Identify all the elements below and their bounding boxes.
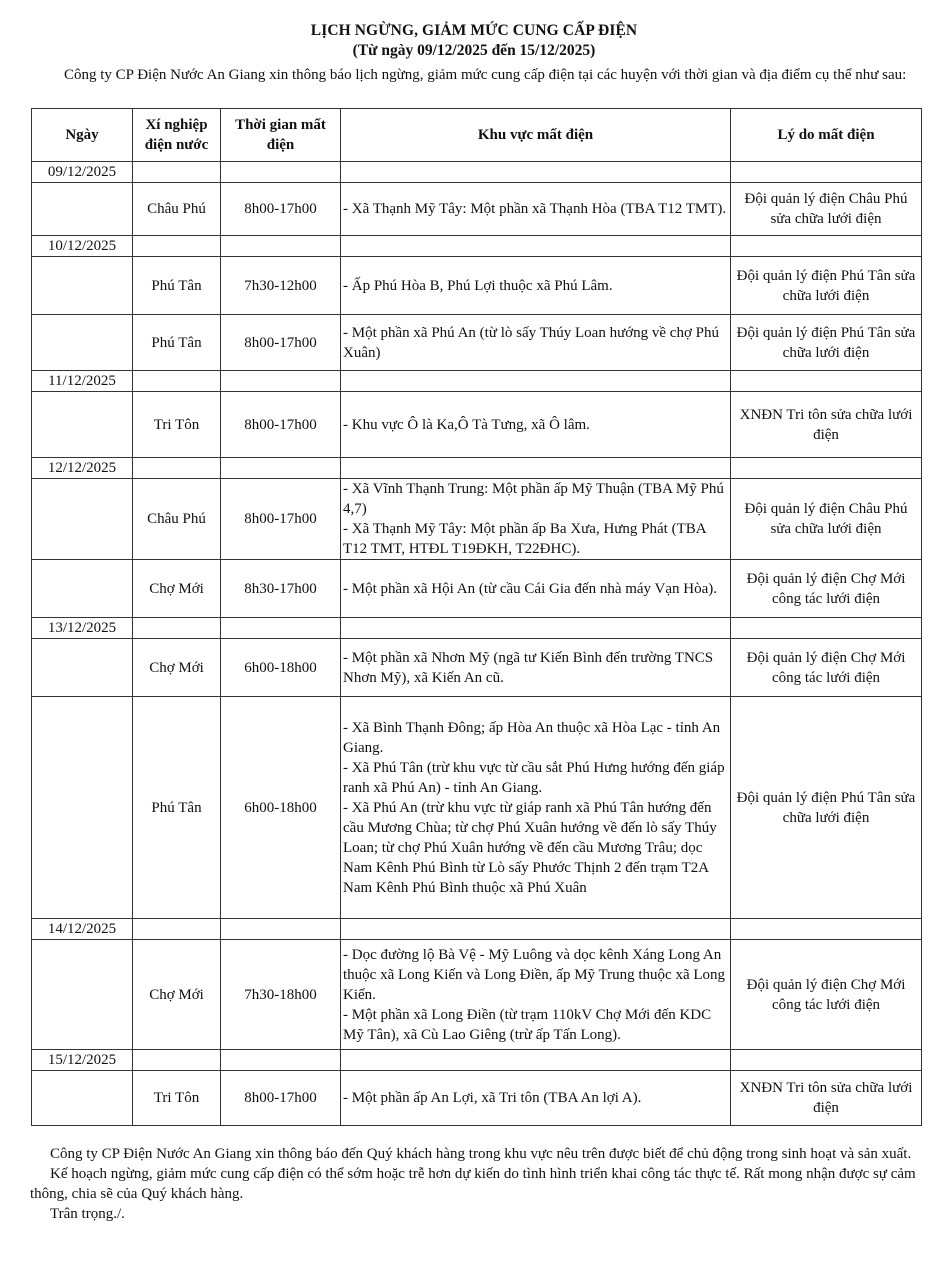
area-cell — [341, 392, 731, 458]
enterprise-cell: Phú Tân — [133, 257, 221, 315]
enterprise-cell: Châu Phú — [133, 479, 221, 560]
empty-cell — [32, 560, 133, 618]
empty-cell — [133, 236, 221, 257]
empty-cell — [221, 371, 341, 392]
empty-cell — [341, 162, 731, 183]
reason-cell: Đội quản lý điện Phú Tân sửa chữa lưới điện — [731, 257, 922, 315]
area-line: - Ấp Phú Hòa B, Phú Lợi thuộc xã Phú Lâm. — [343, 277, 613, 294]
date-row — [32, 162, 922, 183]
document-date-range: (Từ ngày 09/12/2025 đến 15/12/2025) — [352, 42, 596, 59]
table-body — [32, 162, 922, 1126]
empty-cell — [731, 236, 922, 257]
empty-cell — [731, 162, 922, 183]
date-cell: 12/12/2025 — [32, 458, 133, 479]
closing-section — [30, 1144, 920, 1224]
empty-cell — [221, 618, 341, 639]
area-line: - Dọc đường lộ Bà Vệ - Mỹ Luông và dọc kênh Xáng Long An thuộc xã Long Kiến và Long Điền, ấp Mỹ Trung thuộc xã Long Kiến. — [343, 946, 726, 1003]
empty-cell — [133, 919, 221, 940]
table-row — [32, 183, 922, 236]
area-line: - Một phần xã Phú An (từ lò sấy Thúy Loan hướng về chợ Phú Xuân) — [343, 324, 719, 361]
closing-paragraph: Kế hoạch ngừng, giảm mức cung cấp điện có thể sớm hoặc trễ hơn dự kiến do tình hình triển khai công tác thực tế. Rất mong nhận được sự cảm thông, chia sẽ của Quý khách hàng. — [30, 1166, 916, 1202]
table-row — [32, 392, 922, 458]
empty-cell — [32, 697, 133, 919]
empty-cell — [221, 236, 341, 257]
closing-signoff: Trân trọng./. — [50, 1206, 125, 1222]
date-row — [32, 371, 922, 392]
time-cell: 8h00-17h00 — [221, 479, 341, 560]
document-title: LỊCH NGỪNG, GIẢM MỨC CUNG CẤP ĐIỆN — [310, 22, 638, 39]
empty-cell — [133, 371, 221, 392]
area-line: - Xã Bình Thạnh Đông; ấp Hòa An thuộc xã Hòa Lạc - tỉnh An Giang. — [343, 719, 721, 756]
date-row — [32, 1050, 922, 1071]
table-row — [32, 479, 922, 560]
area-line: - Một phần xã Hội An (từ cầu Cái Gia đến nhà máy Vạn Hòa). — [343, 580, 718, 597]
table-row — [32, 1071, 922, 1126]
empty-cell — [32, 479, 133, 560]
table-row — [32, 697, 922, 919]
enterprise-cell: Châu Phú — [133, 183, 221, 236]
empty-cell — [133, 162, 221, 183]
date-cell: 15/12/2025 — [32, 1050, 133, 1071]
enterprise-cell: Phú Tân — [133, 697, 221, 919]
time-cell: 8h00-17h00 — [221, 315, 341, 371]
reason-cell: Đội quản lý điện Châu Phú sửa chữa lưới điện — [731, 183, 922, 236]
empty-cell — [341, 236, 731, 257]
header-enterprise: Xí nghiệp điện nước — [133, 109, 221, 162]
reason-cell: Đội quản lý điện Chợ Mới công tác lưới điện — [731, 639, 922, 697]
header-reason: Lý do mất điện — [731, 109, 922, 162]
table-row — [32, 257, 922, 315]
reason-cell: XNĐN Tri tôn sửa chữa lưới điện — [731, 392, 922, 458]
empty-cell — [32, 940, 133, 1050]
table-row — [32, 560, 922, 618]
area-cell — [341, 183, 731, 236]
empty-cell — [133, 1050, 221, 1071]
enterprise-cell: Tri Tôn — [133, 392, 221, 458]
enterprise-cell: Chợ Mới — [133, 639, 221, 697]
area-cell — [341, 697, 731, 919]
reason-cell: Đội quản lý điện Phú Tân sửa chữa lưới điện — [731, 697, 922, 919]
empty-cell — [221, 919, 341, 940]
reason-cell: Đội quản lý điện Chợ Mới công tác lưới điện — [731, 560, 922, 618]
date-cell: 11/12/2025 — [32, 371, 133, 392]
table-row — [32, 940, 922, 1050]
reason-cell: Đội quản lý điện Phú Tân sửa chữa lưới điện — [731, 315, 922, 371]
time-cell: 7h30-18h00 — [221, 940, 341, 1050]
empty-cell — [341, 919, 731, 940]
reason-cell: Đội quản lý điện Châu Phú sửa chữa lưới điện — [731, 479, 922, 560]
empty-cell — [133, 458, 221, 479]
empty-cell — [731, 371, 922, 392]
empty-cell — [221, 1050, 341, 1071]
date-cell: 14/12/2025 — [32, 919, 133, 940]
empty-cell — [221, 162, 341, 183]
closing-paragraph: Công ty CP Điện Nước An Giang xin thông báo đến Quý khách hàng trong khu vực nêu trên được biết để chủ động trong sinh hoạt và sản xuất. — [50, 1146, 912, 1162]
area-cell — [341, 479, 731, 560]
area-cell — [341, 940, 731, 1050]
reason-cell: XNĐN Tri tôn sửa chữa lưới điện — [731, 1071, 922, 1126]
time-cell: 6h00-18h00 — [221, 639, 341, 697]
empty-cell — [32, 392, 133, 458]
empty-cell — [32, 639, 133, 697]
table-header-row — [32, 109, 922, 162]
time-cell: 8h30-17h00 — [221, 560, 341, 618]
empty-cell — [731, 919, 922, 940]
date-cell: 09/12/2025 — [32, 162, 133, 183]
enterprise-cell: Chợ Mới — [133, 940, 221, 1050]
area-cell — [341, 315, 731, 371]
header-time: Thời gian mất điện — [221, 109, 341, 162]
empty-cell — [32, 315, 133, 371]
intro-paragraph: Công ty CP Điện Nước An Giang xin thông báo lịch ngừng, giảm mức cung cấp điện tại các huyện với thời gian và địa điểm cụ thể như sau: — [64, 67, 907, 83]
area-line: - Xã Phú An (trừ khu vực từ giáp ranh xã Phú Tân hướng đến cầu Mương Chùa; từ chợ Phú Xuân hướng về đến lò sấy Thúy Loan; từ chợ Phú Xuân hướng về đến cầu Mương Trâu; dọc Nam Kênh Phú Bình từ Lò sấy Phước Thịnh 2 đến trạm T2A Nam Kênh Phú Bình thuộc xã Phú Xuân — [343, 799, 717, 896]
area-cell — [341, 560, 731, 618]
time-cell: 7h30-12h00 — [221, 257, 341, 315]
area-cell — [341, 257, 731, 315]
empty-cell — [731, 618, 922, 639]
area-line: - Khu vực Ô là Ka,Ô Tà Tưng, xã Ô lâm. — [343, 416, 590, 433]
time-cell: 8h00-17h00 — [221, 1071, 341, 1126]
empty-cell — [32, 1071, 133, 1126]
empty-cell — [341, 458, 731, 479]
time-cell: 6h00-18h00 — [221, 697, 341, 919]
area-line: - Một phần ấp An Lợi, xã Tri tôn (TBA An lợi A). — [343, 1090, 642, 1106]
area-cell — [341, 639, 731, 697]
time-cell: 8h00-17h00 — [221, 183, 341, 236]
date-cell: 10/12/2025 — [32, 236, 133, 257]
date-row — [32, 458, 922, 479]
empty-cell — [221, 458, 341, 479]
empty-cell — [341, 371, 731, 392]
area-cell — [341, 1071, 731, 1126]
date-row — [32, 618, 922, 639]
reason-cell: Đội quản lý điện Chợ Mới công tác lưới điện — [731, 940, 922, 1050]
area-line: - Xã Vĩnh Thạnh Trung: Một phần ấp Mỹ Thuận (TBA Mỹ Phú 4,7) — [343, 481, 724, 517]
empty-cell — [133, 618, 221, 639]
area-line: - Xã Thạnh Mỹ Tây: Một phần xã Thạnh Hòa (TBA T12 TMT). — [343, 201, 727, 217]
empty-cell — [32, 183, 133, 236]
area-line: - Một phần xã Long Điền (từ trạm 110kV Chợ Mới đến KDC Mỹ Tân), xã Cù Lao Giêng (trừ ấp Tấn Long). — [343, 1006, 712, 1043]
date-row — [32, 236, 922, 257]
area-line: - Một phần xã Nhơn Mỹ (ngã tư Kiến Bình đến trường TNCS Nhơn Mỹ), xã Kiến An cũ. — [343, 649, 714, 686]
date-cell: 13/12/2025 — [32, 618, 133, 639]
time-cell: 8h00-17h00 — [221, 392, 341, 458]
outage-schedule-table — [31, 108, 922, 1126]
enterprise-cell: Chợ Mới — [133, 560, 221, 618]
date-row — [32, 919, 922, 940]
empty-cell — [32, 257, 133, 315]
enterprise-cell: Tri Tôn — [133, 1071, 221, 1126]
empty-cell — [731, 458, 922, 479]
header-date: Ngày — [32, 109, 133, 162]
table-row — [32, 315, 922, 371]
table-row — [32, 639, 922, 697]
area-line: - Xã Thạnh Mỹ Tây: Một phần ấp Ba Xưa, Hưng Phát (TBA T12 TMT, HTĐL T19ĐKH, T22ĐHC). — [343, 521, 706, 557]
empty-cell — [341, 618, 731, 639]
empty-cell — [731, 1050, 922, 1071]
enterprise-cell: Phú Tân — [133, 315, 221, 371]
header-area: Khu vực mất điện — [341, 109, 731, 162]
empty-cell — [341, 1050, 731, 1071]
area-line: - Xã Phú Tân (trừ khu vực từ cầu sắt Phú Hưng hướng đến giáp ranh xã Phú An) - tỉnh An Giang. — [343, 759, 725, 796]
